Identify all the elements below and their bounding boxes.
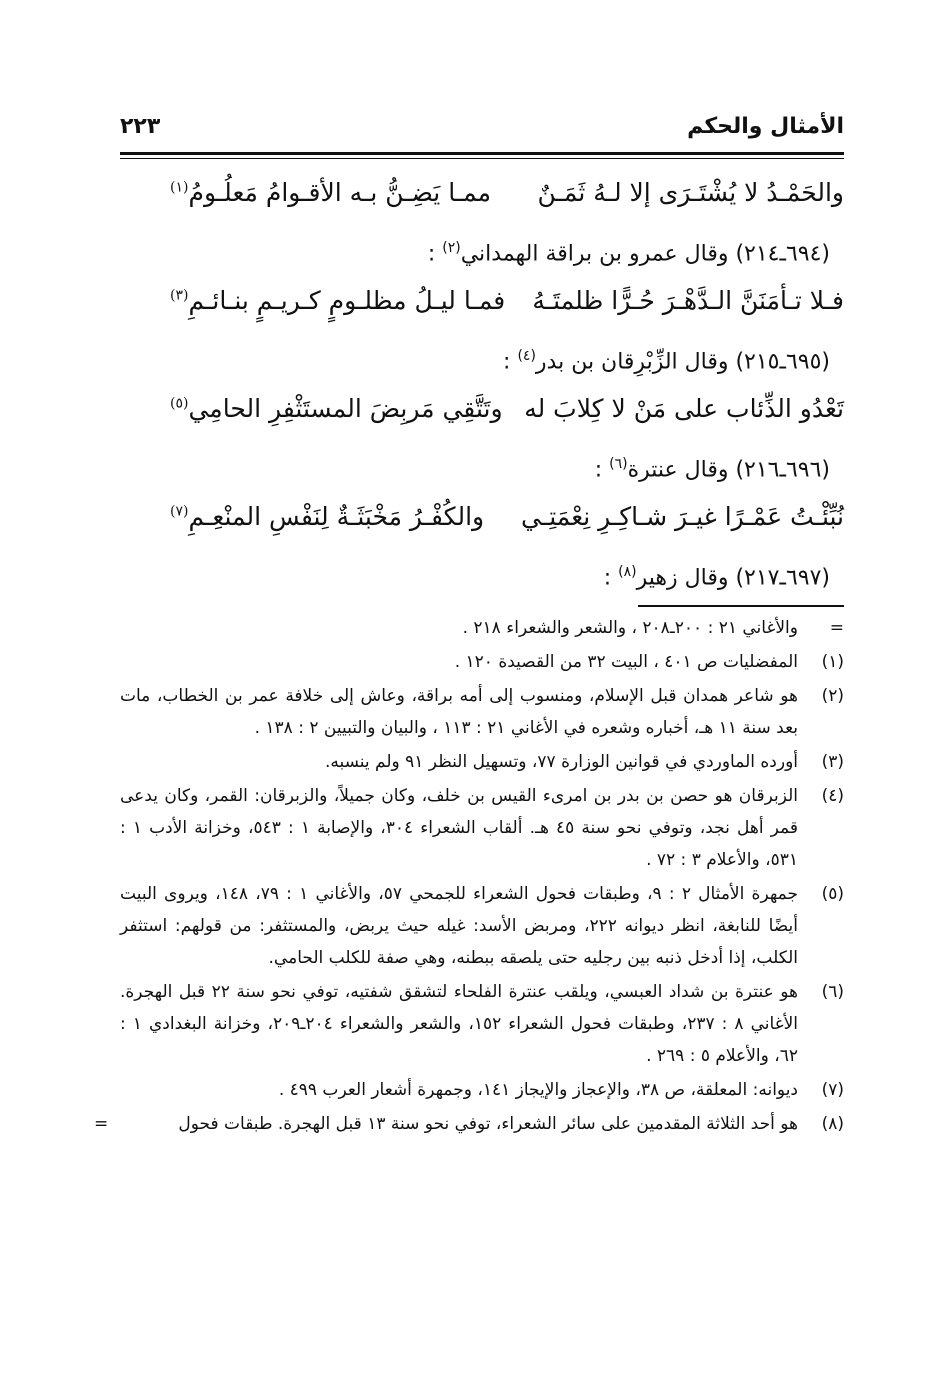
verse-second-hemistich: وتَتَّقِي مَربِضَ المستَثْفِرِ الحامِي$^{(٥)}$ [170,394,503,423]
page-header [120,112,844,146]
footnote-text: الزبرقان هو حصن بن بدر بن امرىء القيس بن خلف، وكان جميلاً، والزبرقان: القمر، وكان يدعى قمر أهل نجد، وتوفي نحو سنة ٤٥ هـ. ألقاب الشعراء ٣٠٤، والإصابة ١ : ٥٤٣، وخزانة الأدب ١ : ٥٣١، والأعلام ٣ : ٧٢ . [120,786,798,870]
header-rule-thin [120,158,844,159]
footnote-text: أورده الماوردي في قوانين الوزارة ٧٧، وتسهيل النظر ٩١ ولم ينسبه. [324,752,798,772]
footnote-ref: (٨) [618,564,637,580]
footnote-number: (٥) [821,884,844,904]
footnote-separator [638,605,844,607]
footnote-text: هو أحد الثلاثة المقدمين على سائر الشعراء، توفي نحو سنة ١٣ قبل الهجرة. طبقات فحول [178,1114,798,1134]
poem-intro: (٦٩٦ـ٢١٦) وقال عنترة$^{(٦)}$ : [594,456,830,483]
footnote [120,878,844,974]
footnote-number: (٤) [821,786,844,806]
verse-first-hemistich: والحَمْـدُ لا يُشْتَـرَى إلا لـهُ ثَمَـنٌ [537,178,844,207]
footnote-ref: (٦) [609,456,628,472]
verse-line [140,496,844,552]
poem-intro: (٦٩٧ـ٢١٧) وقال زهير$^{(٨)}$ : [603,564,830,591]
footnote-text: جمهرة الأمثال ٢ : ٩، وطبقات فحول الشعراء للجمحي ٥٧، والأغاني ١ : ٧٩، ١٤٨، ويروى البيت أيضًا للنابغة، انظر ديوانه ٢٢٢، ومربض الأسد: غيله حيث يربض، والمستثفر: من قولهم: استثفر الكلب، إذا أدخل ذنبه بين رجليه حتى يلصقه ببطنه، وهي صفة للكلب الحامي. [120,884,799,968]
verse-second-hemistich: ممـا يَضِـنُّ بـه الأقـوامُ مَعلُـومُ$^{(١)}$ [170,178,491,207]
footnote [120,646,844,678]
footnote-ref: (٢) [442,240,461,256]
footnote-number: (٨) [821,1114,844,1134]
poem-block [140,172,844,604]
footnote-number: = [829,618,844,638]
continuation-mark: = [94,1114,109,1134]
footnotes [94,612,844,1142]
verse-first-hemistich: نُبِّئْـتُ عَمْـرًا غيـرَ شـاكِـرِ نِعْمَتِـي [521,502,844,531]
footnote-ref: (٧) [170,503,189,520]
footnote-number: (١) [821,652,844,672]
poem-intro: (٦٩٤ـ٢١٤) وقال عمرو بن براقة الهمداني$^{(٢)}$ : [427,240,830,267]
footnote-ref: (٤) [517,348,536,364]
verse-first-hemistich: فـلا تـأمَنَنَّ الـدَّهْـرَ حُـرًّا ظلمتَـهُ [532,286,844,315]
footnote [94,1108,844,1140]
footnote [120,612,844,644]
header-rule-thick [120,152,844,155]
footnote-text: والأغاني ٢١ : ٢٠٠ـ٢٠٨ ، والشعر والشعراء ٢١٨ . [462,618,798,638]
verse-line [140,388,844,444]
verse-first-hemistich: تَعْدُو الذِّئاب على مَنْ لا كِلابَ له [524,394,844,423]
footnote [120,1074,844,1106]
verse-line [140,280,844,336]
footnote-number: (٧) [821,1080,844,1100]
running-title: الأمثال والحكم [687,114,844,139]
page-number: ٢٢٣ [120,114,161,139]
footnote [120,680,844,744]
footnote-number: (٣) [821,752,844,772]
footnote-text: ديوانه: المعلقة، ص ٣٨، والإعجاز والإيجاز ١٤١، وجمهرة أشعار العرب ٤٩٩ . [278,1080,798,1100]
verse-line [140,172,844,228]
footnote-ref: (١) [170,179,189,196]
footnote-number: (٦) [821,982,844,1002]
footnote-number: (٢) [821,686,844,706]
footnote-text: هو شاعر همدان قبل الإسلام، ومنسوب إلى أمه براقة، وعاش إلى خلافة عمر بن الخطاب، مات بعد سنة ١١ هـ، أخباره وشعره في الأغاني ٢١ : ١١٣ ، والبيان والتبيين ٢ : ١٣٨ . [120,686,798,738]
poem-intro: (٦٩٥ـ٢١٥) وقال الزِّبْرِقان بن بدر$^{(٤)}$ : [503,348,830,375]
footnote-text: هو عنترة بن شداد العبسي، ويلقب عنترة الفلحاء لتشقق شفتيه، توفي نحو سنة ٢٢ قبل الهجرة. الأغاني ٨ : ٢٣٧، وطبقات فحول الشعراء ١٥٢، والشعر والشعراء ٢٠٤ـ٢٠٩، وخزانة البغدادي ١ : ٦٢، والأعلام ٥ : ٢٦٩ . [120,982,799,1066]
footnote [120,746,844,778]
footnote-ref: (٣) [170,287,189,304]
footnote-ref: (٥) [170,395,189,412]
footnote-text: المفضليات ص ٤٠١ ، البيت ٣٢ من القصيدة ١٢٠ . [454,652,798,672]
footnote [120,976,844,1072]
verse-second-hemistich: فمـا ليـلُ مظلـومٍ كـريـمٍ بنـائـمِ$^{(٣)}$ [170,286,506,315]
footnote [120,780,844,876]
verse-second-hemistich: والكُفْـرُ مَخْبَثَـةٌ لِنَفْسِ المنْعِـمِ$^{(٧)}$ [170,502,485,531]
